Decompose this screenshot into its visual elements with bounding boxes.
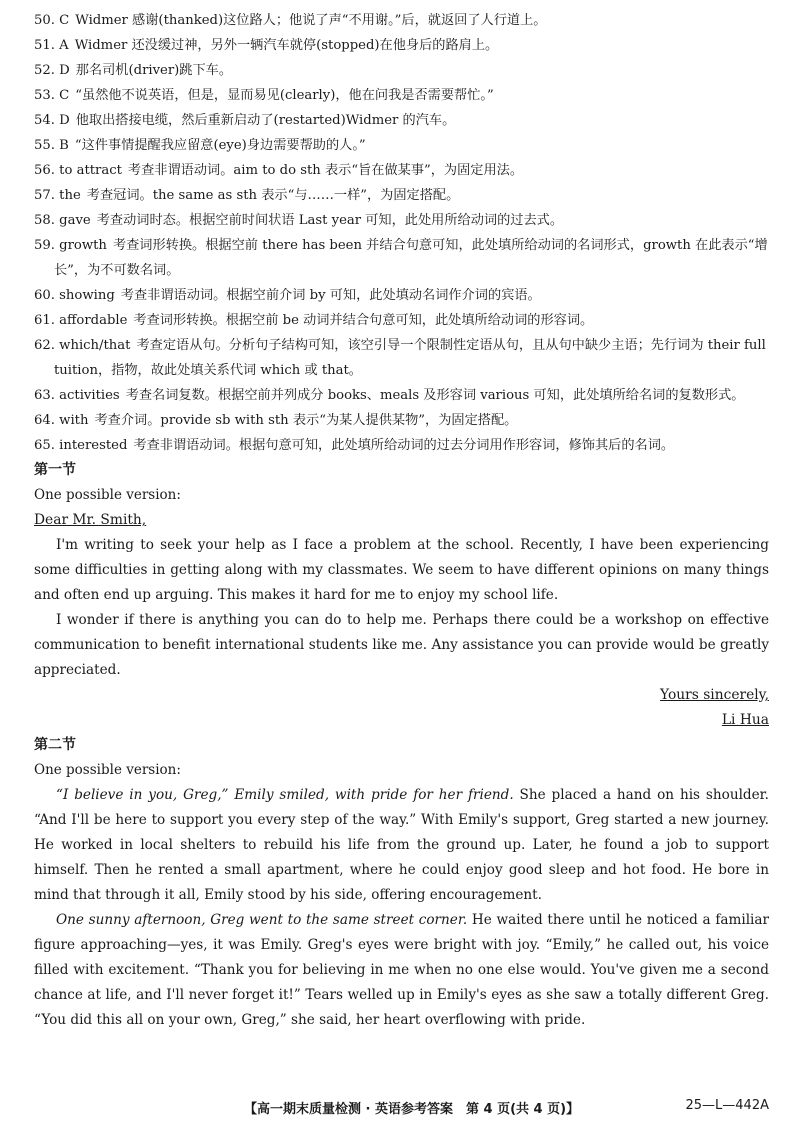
answer-item bbox=[34, 208, 769, 233]
answer-number: 52. D bbox=[34, 63, 70, 78]
story-paragraph-2 bbox=[34, 908, 769, 1033]
answer-item bbox=[34, 8, 769, 33]
letter-paragraph-2: I wonder if there is anything you can do to help me. Perhaps there could be a workshop on effective communication to benefit international students like me. Any assistance you can provide would be greatly appreciated. bbox=[34, 612, 769, 678]
answer-number: 62. which/that bbox=[34, 338, 131, 353]
answer-page bbox=[34, 8, 769, 1033]
answer-number: 55. B bbox=[34, 138, 69, 153]
answer-number: 63. activities bbox=[34, 388, 120, 403]
answer-number: 50. C bbox=[34, 13, 70, 28]
story-paragraph-1 bbox=[34, 783, 769, 908]
story-paragraph-1-body: She placed a hand on his shoulder. “And I'll be here to support you every step of the way.” With Emily's support, Greg started a new journey. He worked in local shelters to rebuild his life from the ground up. Later, he found a job to support himself. Then he rented a small apartment, where he could enjoy good sleep and hot food. He bore in mind that through it all, Emily stood by his side, offering encouragement. bbox=[34, 787, 769, 903]
answer-explanation: “这件事情提醒我应留意(eye)身边需要帮助的人。” bbox=[74, 138, 366, 153]
section1-heading: 第一节 bbox=[34, 462, 76, 478]
footer-title: 【高一期末质量检测 · 英语参考答案 第 4 页(共 4 页)】 bbox=[244, 1102, 580, 1117]
answer-explanation: 那名司机(driver)跳下车。 bbox=[75, 63, 233, 78]
answer-explanation: 考查非谓语动词。根据空前介词 by 可知，此处填动名词作介词的宾语。 bbox=[120, 288, 541, 303]
letter-signature bbox=[34, 708, 769, 733]
letter-closing-text: Yours sincerely, bbox=[660, 687, 769, 703]
section2-version-label: One possible version: bbox=[34, 762, 181, 778]
answer-number: 58. gave bbox=[34, 213, 91, 228]
answer-list bbox=[34, 8, 769, 458]
answer-number: 54. D bbox=[34, 113, 70, 128]
answer-item bbox=[34, 433, 769, 458]
answer-explanation: 考查非谓语动词。aim to do sth 表示“旨在做某事”，为固定用法。 bbox=[127, 163, 524, 178]
answer-item bbox=[34, 58, 769, 83]
answer-explanation: 考查词形转换。根据空前 there has been 并结合句意可知，此处填所给动词的名词形式，growth 在此表示“增长”，为不可数名词。 bbox=[54, 238, 768, 278]
answer-number: 61. affordable bbox=[34, 313, 128, 328]
answer-number: 65. interested bbox=[34, 438, 128, 453]
letter-signature-text: Li Hua bbox=[721, 712, 769, 728]
answer-item bbox=[34, 283, 769, 308]
answer-item bbox=[34, 108, 769, 133]
answer-explanation: 考查动词时态。根据空前时间状语 Last year 可知，此处用所给动词的过去式。 bbox=[96, 213, 564, 228]
answer-item bbox=[34, 308, 769, 333]
answer-item bbox=[34, 83, 769, 108]
answer-number: 64. with bbox=[34, 413, 89, 428]
answer-number: 57. the bbox=[34, 188, 81, 203]
answer-explanation: Widmer 感谢(thanked)这位路人；他说了声“不用谢。”后，就返回了人行道上。 bbox=[75, 13, 547, 28]
answer-item bbox=[34, 183, 769, 208]
answer-explanation: 考查介词。provide sb with sth 表示“为某人提供某物”，为固定搭配。 bbox=[94, 413, 518, 428]
story-paragraph-1-lead: “I believe in you, Greg,” Emily smiled, with pride for her friend. bbox=[56, 787, 514, 803]
answer-item bbox=[34, 383, 769, 408]
story-paragraph-2-lead: One sunny afternoon, Greg went to the same street corner. bbox=[56, 912, 468, 928]
answer-explanation: 考查词形转换。根据空前 be 动词并结合句意可知，此处填所给动词的形容词。 bbox=[133, 313, 594, 328]
answer-number: 60. showing bbox=[34, 288, 115, 303]
answer-explanation: 考查冠词。the same as sth 表示“与……一样”，为固定搭配。 bbox=[86, 188, 460, 203]
answer-explanation: 考查定语从句。分析句子结构可知，该空引导一个限制性定语从句，且从句中缺少主语；先行词为 their full tuition，指物，故此处填关系代词 which 或 that。 bbox=[54, 338, 766, 378]
footer-code: 25—L—442A bbox=[685, 1098, 769, 1113]
answer-item bbox=[34, 33, 769, 58]
letter-salutation: Dear Mr. Smith, bbox=[34, 512, 147, 528]
answer-explanation: Widmer 还没缓过神，另外一辆汽车就停(stopped)在他身后的路肩上。 bbox=[74, 38, 499, 53]
answer-number: 51. A bbox=[34, 38, 69, 53]
story-paragraph-2-body: He waited there until he noticed a familiar figure approaching—yes, it was Emily. Greg's eyes were bright with joy. “Emily,” he called out, his voice filled with excitement. “Thank you for believing in me when no one else would. You've given me a second chance at life, and I'll never forget it!” Tears welled up in Emily's eyes as she saw a totally different Greg. “You did this all on your own, Greg,” she said, her heart overflowing with pride. bbox=[34, 912, 769, 1028]
letter-paragraph-1: I'm writing to seek your help as I face a problem at the school. Recently, I have been experiencing some difficulties in getting along with my classmates. We seem to have different opinions on many things and often end up arguing. This makes it hard for me to enjoy my school life. bbox=[34, 537, 769, 603]
answer-item bbox=[34, 233, 769, 283]
answer-number: 53. C bbox=[34, 88, 70, 103]
answer-item bbox=[34, 158, 769, 183]
section2-heading: 第二节 bbox=[34, 737, 76, 753]
answer-explanation: 考查非谓语动词。根据句意可知，此处填所给动词的过去分词用作形容词，修饰其后的名词。 bbox=[133, 438, 675, 453]
letter-closing bbox=[34, 683, 769, 708]
answer-explanation: 考查名词复数。根据空前并列成分 books、meals 及形容词 various 可知，此处填所给名词的复数形式。 bbox=[125, 388, 745, 403]
answer-item bbox=[34, 333, 769, 383]
answer-number: 59. growth bbox=[34, 238, 107, 253]
section1-version-label: One possible version: bbox=[34, 487, 181, 503]
answer-item bbox=[34, 133, 769, 158]
answer-item bbox=[34, 408, 769, 433]
answer-explanation: “虽然他不说英语，但是，显而易见(clearly)，他在问我是否需要帮忙。” bbox=[75, 88, 494, 103]
answer-explanation: 他取出搭接电缆，然后重新启动了(restarted)Widmer 的汽车。 bbox=[75, 113, 456, 128]
answer-number: 56. to attract bbox=[34, 163, 122, 178]
